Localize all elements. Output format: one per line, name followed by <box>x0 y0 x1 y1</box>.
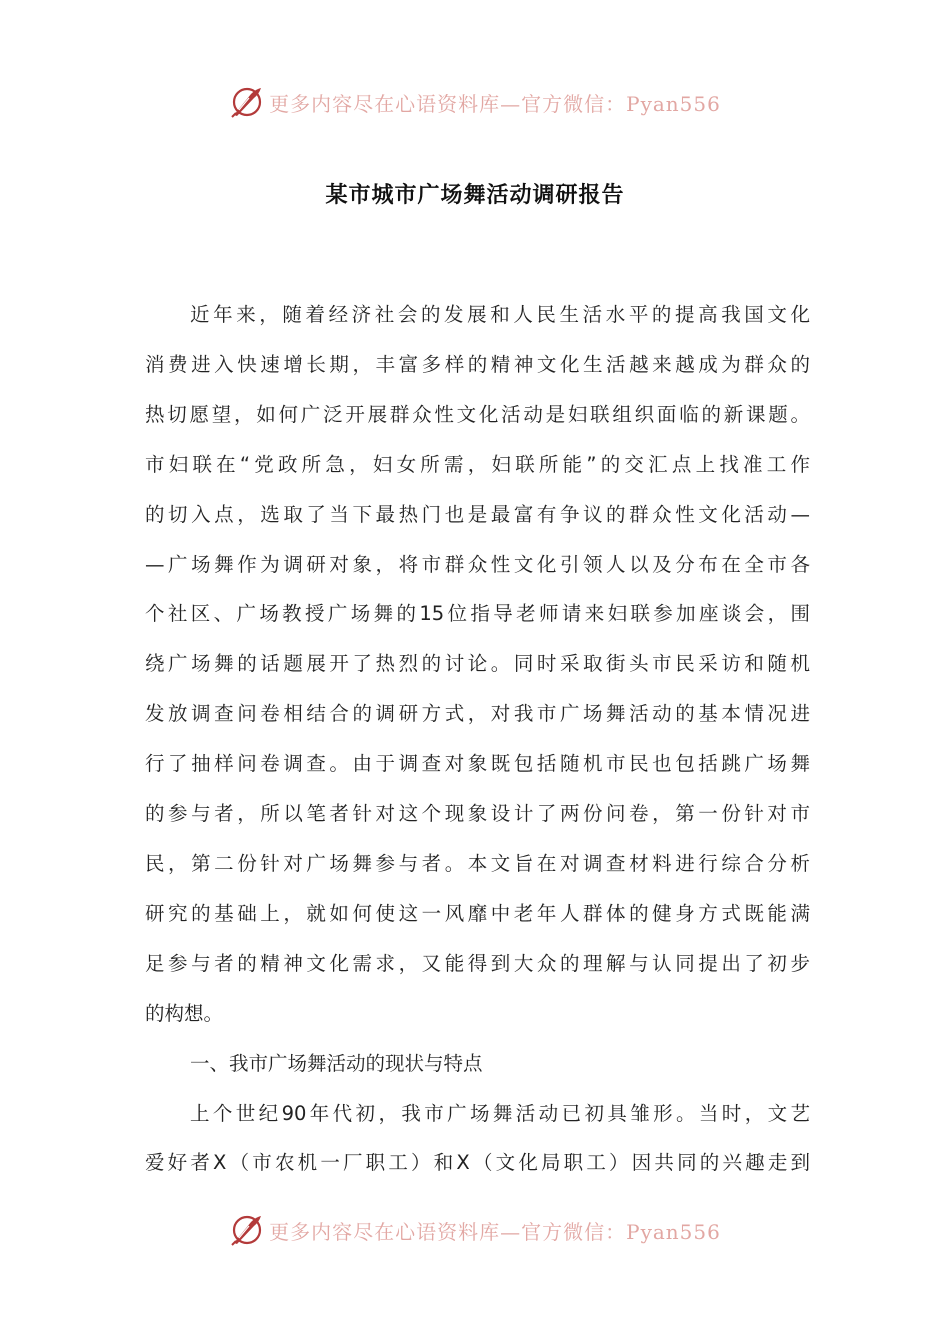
text-line: 个社区、广场教授广场舞的15位指导老师请来妇联参加座谈会，围 <box>145 602 810 626</box>
text-line: 的构想。 <box>145 1001 224 1025</box>
document-title: 某市城市广场舞活动调研报告 <box>325 183 625 208</box>
watermark-text: 更多内容尽在心语资料库—官方微信：Pyan556 <box>269 1219 721 1244</box>
paragraph-history <box>145 1089 810 1189</box>
text-line: 民，第二份针对广场舞参与者。本文旨在对调查材料进行综合分析 <box>145 851 810 875</box>
text-line: 热切愿望，如何广泛开展群众性文化活动是妇联组织面临的新课题。 <box>145 402 810 426</box>
text-line: 爱好者X（市农机一厂职工）和X（文化局职工）因共同的兴趣走到 <box>145 1151 810 1175</box>
section-1-heading: 一、我市广场舞活动的现状与特点 <box>190 1051 483 1075</box>
text-line: 市妇联在“党政所急，妇女所需，妇联所能”的交汇点上找准工作 <box>145 452 810 476</box>
text-line: 行了抽样问卷调查。由于调查对象既包括随机市民也包括跳广场舞 <box>145 752 810 776</box>
quill-logo-icon <box>229 1212 265 1248</box>
watermark-footer <box>0 1210 950 1250</box>
document-body <box>145 290 810 1188</box>
text-line: 发放调查问卷相结合的调研方式，对我市广场舞活动的基本情况进 <box>145 702 810 726</box>
quill-logo-icon <box>229 84 265 120</box>
text-line: 消费进入快速增长期，丰富多样的精神文化生活越来越成为群众的 <box>145 352 810 376</box>
text-line: 足参与者的精神文化需求，又能得到大众的理解与认同提出了初步 <box>145 951 810 975</box>
section-heading <box>145 1039 810 1089</box>
paragraph-intro <box>145 290 810 1039</box>
watermark-text: 更多内容尽在心语资料库—官方微信：Pyan556 <box>269 91 721 116</box>
text-line: 绕广场舞的话题展开了热烈的讨论。同时采取街头市民采访和随机 <box>145 652 810 676</box>
text-line: 的参与者，所以笔者针对这个现象设计了两份问卷，第一份针对市 <box>145 802 810 826</box>
text-line: 的切入点，选取了当下最热门也是最富有争议的群众性文化活动— <box>145 502 810 526</box>
text-line: —广场舞作为调研对象，将市群众性文化引领人以及分布在全市各 <box>145 552 810 576</box>
text-line: 研究的基础上，就如何使这一风靡中老年人群体的健身方式既能满 <box>145 901 810 925</box>
watermark-header <box>0 82 950 122</box>
text-line: 上个世纪90年代初，我市广场舞活动已初具雏形。当时，文艺 <box>190 1101 810 1125</box>
text-line: 近年来，随着经济社会的发展和人民生活水平的提高我国文化 <box>190 303 810 326</box>
